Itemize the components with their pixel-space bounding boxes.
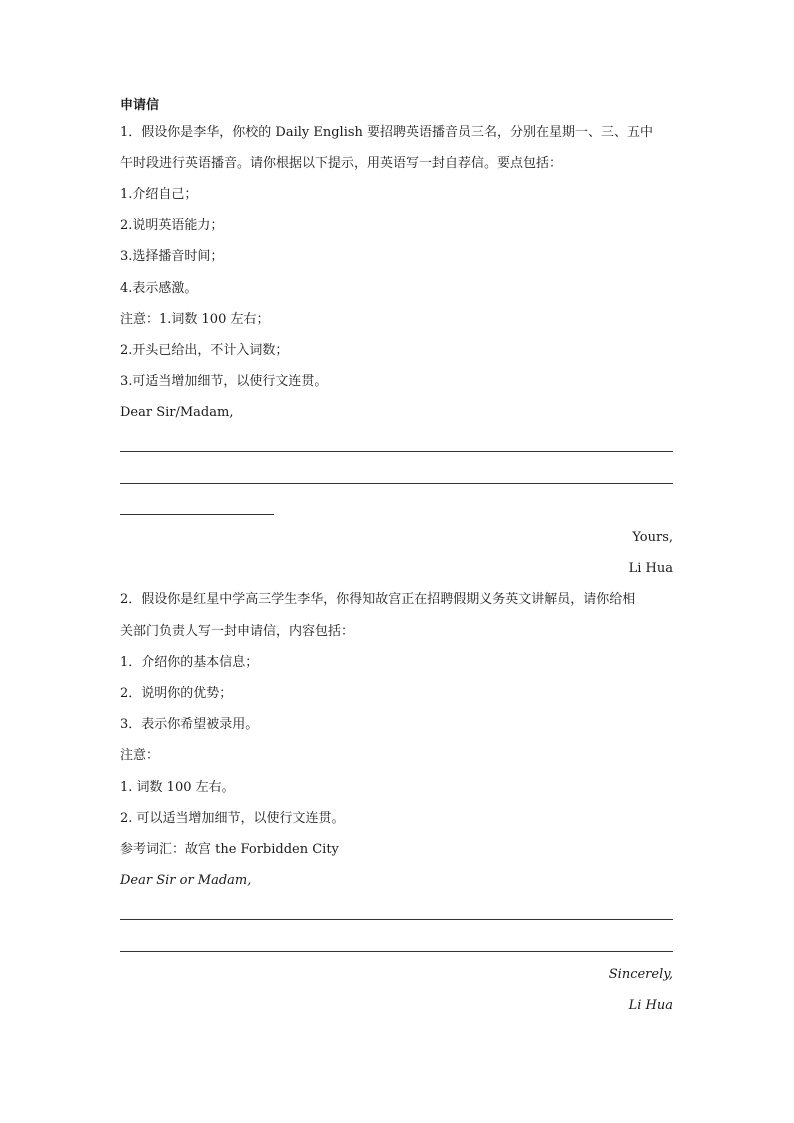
answer-line-short — [120, 514, 274, 515]
q2-prompt-line-2: 关部门负责人写一封申请信，内容包括： — [120, 624, 355, 639]
q1-point: 2.说明英语能力； — [120, 218, 224, 233]
q1-signature: Li Hua — [628, 561, 673, 576]
q2-point: 3．表示你希望被录用。 — [120, 717, 259, 732]
q1-point: 1.介绍自己； — [120, 187, 198, 202]
section-heading: 申请信 — [120, 98, 160, 113]
q2-salutation: Dear Sir or Madam, — [120, 873, 252, 888]
answer-line — [120, 483, 673, 484]
answer-line — [120, 451, 673, 452]
q1-note: 3.可适当增加细节，以使行文连贯。 — [120, 374, 328, 389]
answer-line — [120, 951, 673, 952]
q2-signature: Li Hua — [628, 998, 673, 1013]
q2-point: 1．介绍你的基本信息； — [120, 655, 259, 670]
q2-vocab: 参考词汇：故宫 the Forbidden City — [120, 842, 339, 857]
q1-note: 2.开头已给出，不计入词数； — [120, 343, 289, 358]
q2-prompt-line-1: 2．假设你是红星中学高三学生李华，你得知故宫正在招聘假期义务英文讲解员，请你给相 — [120, 592, 636, 607]
q2-notes-title: 注意： — [120, 748, 160, 763]
q1-closing: Yours, — [632, 530, 673, 545]
q2-point: 2．说明你的优势； — [120, 686, 233, 701]
q2-closing: Sincerely, — [608, 967, 673, 982]
q2-note: 2. 可以适当增加细节，以使行文连贯。 — [120, 811, 345, 826]
q1-salutation: Dear Sir/Madam, — [120, 405, 234, 420]
q1-point: 3.选择播音时间； — [120, 249, 224, 264]
q2-note: 1. 词数 100 左右。 — [120, 780, 235, 795]
answer-line — [120, 919, 673, 920]
q1-prompt-line-2: 午时段进行英语播音。请你根据以下提示，用英语写一封自荐信。要点包括： — [120, 156, 563, 171]
q1-prompt-line-1: 1．假设你是李华，你校的 Daily English 要招聘英语播音员三名，分别在星期一、三、五中 — [120, 125, 654, 140]
q1-point: 4.表示感激。 — [120, 281, 198, 296]
q1-note: 注意：1.词数 100 左右； — [120, 312, 270, 327]
